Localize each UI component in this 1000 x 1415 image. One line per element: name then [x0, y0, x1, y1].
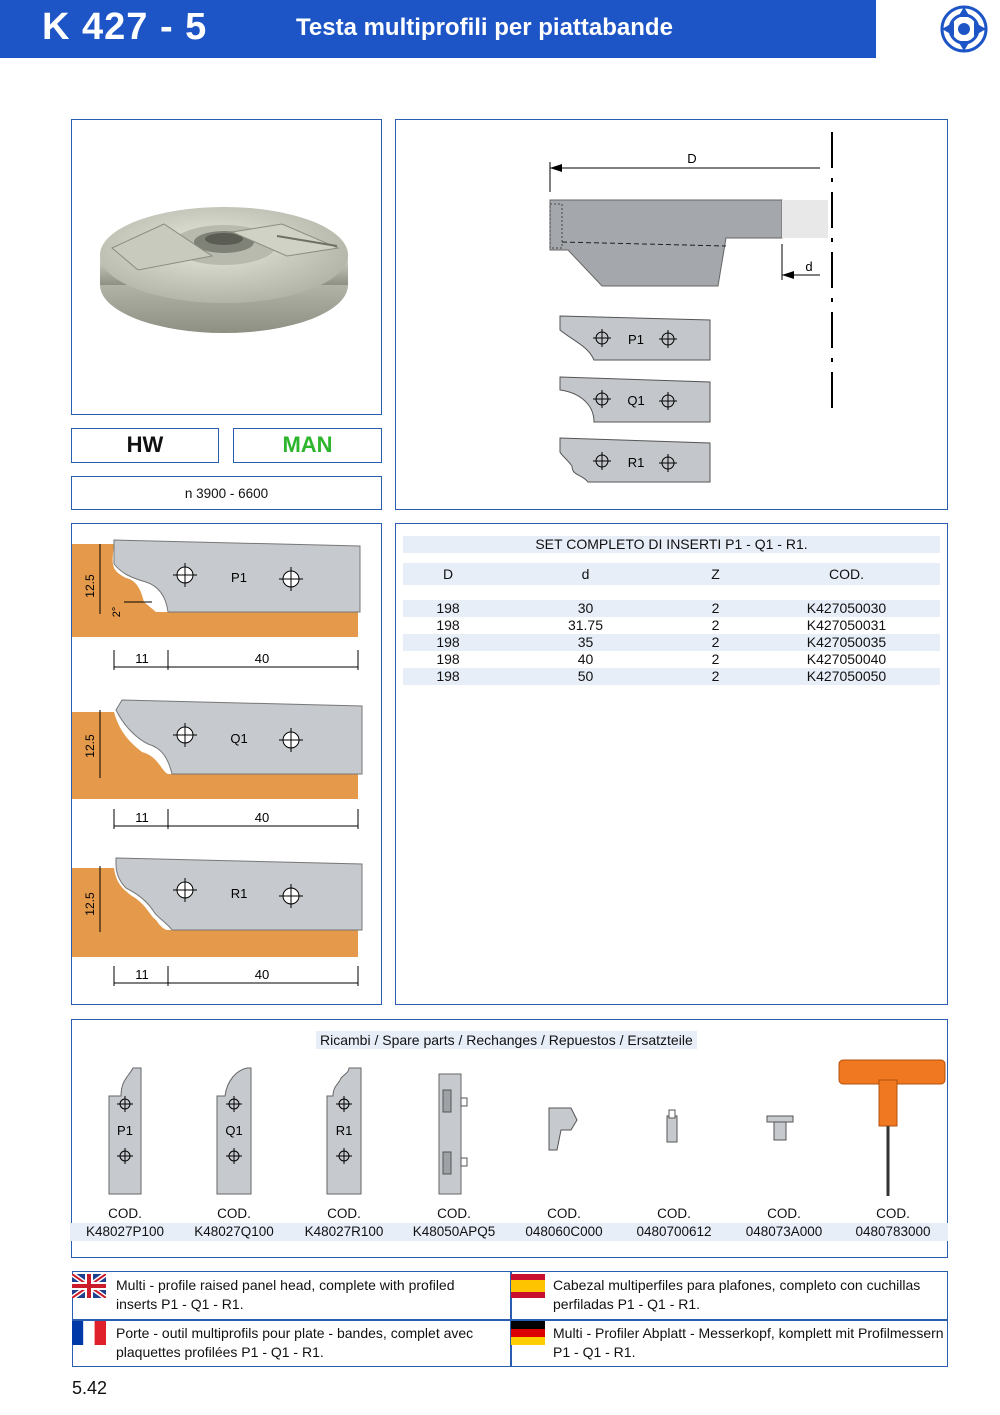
cell-d: 40 — [577, 651, 594, 667]
header-bar — [0, 0, 876, 58]
code-label: COD. — [876, 1206, 910, 1221]
spare-part-p1 — [70, 1205, 180, 1241]
spare-part-bolt — [729, 1205, 839, 1241]
part-code: 0480700612 — [619, 1223, 729, 1241]
cell-code: K427050050 — [806, 668, 887, 684]
profile-p1-angle: 2° — [111, 606, 123, 618]
spare-part-r1 — [289, 1205, 399, 1241]
dimension-diagram-panel — [395, 119, 948, 510]
translations-panel — [72, 1271, 948, 1367]
profile-drawings — [72, 524, 380, 1003]
cell-Z: 2 — [711, 651, 720, 667]
spare-knife-p1-icon — [109, 1068, 141, 1194]
product-code: K 427 - 5 — [42, 6, 208, 48]
part-code: 048060C000 — [509, 1223, 619, 1241]
page-title: Testa multiprofili per piattabande — [296, 14, 673, 41]
dim-D-label: D — [687, 151, 697, 166]
table-row — [403, 617, 940, 634]
code-label: COD. — [437, 1206, 471, 1221]
cell-code: K427050030 — [806, 600, 887, 616]
spare-part-wedge — [509, 1205, 619, 1241]
profile-p1-dim-a: 11 — [135, 651, 149, 666]
cutter-head-image — [72, 120, 380, 413]
profile-r1-height: 12.5 — [83, 892, 97, 916]
spec-table-title: SET COMPLETO DI INSERTI P1 - Q1 - R1. — [535, 536, 808, 552]
code-label: COD. — [108, 1206, 142, 1221]
france-flag-icon — [72, 1321, 106, 1345]
profile-q1-dim-b: 40 — [254, 810, 270, 825]
description-es: Cabezal multiperfiles para plafones, completo con cuchillas perfiladas P1 - Q1 - R1. — [553, 1277, 921, 1312]
code-label: COD. — [327, 1206, 361, 1221]
header-Z: Z — [711, 566, 720, 582]
part-code: K48050APQ5 — [399, 1223, 509, 1241]
profile-r1-label: R1 — [230, 886, 248, 901]
profile-p1-dim-b: 40 — [254, 651, 270, 666]
spare-knife-r1-label: R1 — [335, 1123, 353, 1138]
code-label: COD. — [767, 1206, 801, 1221]
cell-d: 30 — [577, 600, 594, 616]
table-row — [403, 668, 940, 685]
spare-parts-drawings — [71, 1050, 948, 1202]
material-badge: HW — [71, 428, 219, 463]
cell-Z: 2 — [711, 600, 720, 616]
header-code: COD. — [829, 566, 864, 582]
spare-part-q1 — [179, 1205, 289, 1241]
page-number: 5.42 — [72, 1378, 108, 1398]
profile-q1-label: Q1 — [230, 731, 248, 746]
spare-knife-r1-icon — [327, 1068, 361, 1194]
spare-wedge-icon — [549, 1108, 577, 1150]
part-code: 0480783000 — [838, 1223, 948, 1241]
uk-flag-icon — [72, 1274, 106, 1298]
spare-bolt-icon — [767, 1116, 793, 1140]
dim-d-label: d — [805, 259, 813, 274]
germany-flag-icon — [511, 1321, 545, 1345]
part-code: K48027P100 — [70, 1223, 180, 1241]
spare-screw-icon — [667, 1110, 677, 1142]
feed-type-badge: MAN — [233, 428, 382, 463]
insert-r1-label: R1 — [627, 455, 645, 470]
spare-t-wrench-icon — [839, 1060, 945, 1196]
speed-range: n 3900 - 6600 — [184, 486, 269, 501]
profile-p1-label: P1 — [231, 570, 247, 585]
code-label: COD. — [217, 1206, 251, 1221]
brand-logo-icon — [930, 2, 998, 56]
cell-D: 198 — [436, 651, 460, 667]
spare-knife-q1-icon — [217, 1068, 251, 1194]
spec-table-header — [403, 563, 940, 585]
product-photo-panel — [71, 119, 382, 415]
description-en: Multi - profile raised panel head, complete with profiled inserts P1 - Q1 - R1. — [116, 1277, 455, 1312]
insert-p1-drawing — [560, 316, 710, 360]
profile-r1-dim-b: 40 — [254, 967, 270, 982]
cell-D: 198 — [436, 617, 460, 633]
description-fr: Porte - outil multiprofils pour plate - bandes, complet avec plaquettes profilées P1 - Q1 - R1. — [116, 1325, 474, 1360]
code-label: COD. — [547, 1206, 581, 1221]
cell-Z: 2 — [711, 617, 720, 633]
cell-d: 35 — [577, 634, 594, 650]
profile-q1 — [72, 700, 362, 829]
table-row — [403, 600, 940, 617]
profile-drawings-panel — [71, 523, 382, 1005]
cell-code: K427050031 — [806, 617, 887, 633]
insert-r1-drawing — [560, 438, 710, 482]
spare-part-screw — [619, 1205, 729, 1241]
cell-d: 50 — [577, 668, 594, 684]
spec-table-title-row — [403, 536, 940, 553]
part-code: K48027R100 — [289, 1223, 399, 1241]
cell-Z: 2 — [711, 634, 720, 650]
profile-p1-height: 12.5 — [83, 574, 97, 598]
speed-box — [71, 476, 382, 510]
header-D: D — [442, 566, 454, 582]
spare-knife-q1-label: Q1 — [225, 1123, 243, 1138]
spare-parts-title: Ricambi / Spare parts / Rechanges / Repuestos / Ersatzteile — [316, 1031, 697, 1049]
part-code: K48027Q100 — [179, 1223, 289, 1241]
cell-D: 198 — [436, 668, 460, 684]
cutter-dimension-drawing — [396, 120, 946, 508]
spare-knife-p1-label: P1 — [117, 1123, 133, 1138]
spare-part-clamp — [399, 1205, 509, 1241]
profile-r1 — [72, 858, 362, 986]
profile-q1-dim-a: 11 — [135, 810, 149, 825]
cell-D: 198 — [436, 600, 460, 616]
code-label: COD. — [657, 1206, 691, 1221]
cell-code: K427050040 — [806, 651, 887, 667]
insert-q1-drawing — [560, 377, 710, 422]
description-de: Multi - Profiler Abplatt - Messerkopf, komplett mit Profilmessern P1 - Q1 - R1. — [553, 1325, 944, 1360]
spec-table — [403, 536, 940, 685]
cell-Z: 2 — [711, 668, 720, 684]
part-code: 048073A000 — [729, 1223, 839, 1241]
insert-p1-label: P1 — [628, 332, 644, 347]
spare-part-wrench — [838, 1205, 948, 1241]
insert-q1-label: Q1 — [627, 393, 645, 408]
profile-p1 — [72, 540, 360, 670]
profile-r1-dim-a: 11 — [135, 967, 149, 982]
cell-code: K427050035 — [806, 634, 887, 650]
table-row — [403, 634, 940, 651]
spain-flag-icon — [511, 1274, 545, 1298]
profile-q1-height: 12.5 — [83, 734, 97, 758]
table-row — [403, 651, 940, 668]
cell-d: 31.75 — [567, 617, 604, 633]
cell-D: 198 — [436, 634, 460, 650]
header-d: d — [581, 566, 590, 582]
spare-clamp-bar-icon — [439, 1074, 467, 1194]
